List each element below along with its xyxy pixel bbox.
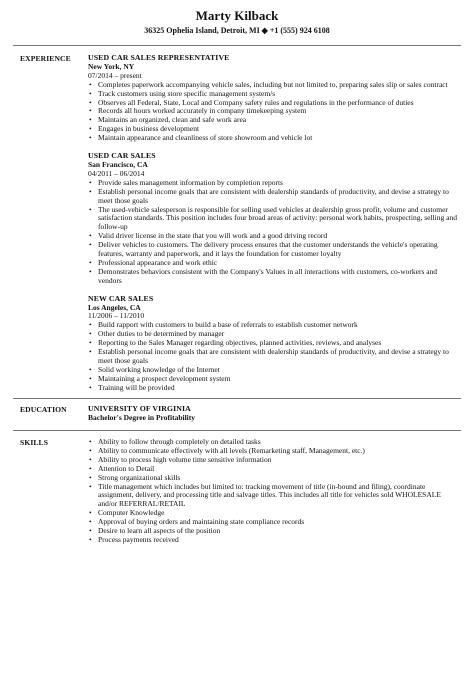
job-title: USED CAR SALES REPRESENTATIVE — [88, 53, 230, 62]
list-item: • Approval of buying orders and maintaining state compliance records — [88, 518, 461, 527]
list-item: • Ability to follow through completely on detailed tasks — [88, 438, 461, 447]
list-item: • Provide sales management information by completion reports — [88, 179, 461, 188]
job-location: San Francisco, CA — [88, 159, 148, 169]
list-item: • Maintains an organized, clean and safe work area — [88, 116, 461, 125]
list-item: • Establish personal income goals that are consistent with dealership standards of productivity, and devise a strategy to meet those goals — [88, 188, 461, 206]
job-location: New York, NY — [88, 61, 135, 71]
list-item: • Attention to Detail — [88, 465, 461, 474]
divider — [13, 430, 461, 431]
divider — [13, 398, 461, 399]
job-entry — [88, 295, 461, 393]
list-item: • Engages in business development — [88, 125, 461, 134]
list-item: • Track customers using store specific management system/s — [88, 90, 461, 99]
list-item: • Reporting to the Sales Manager regarding objectives, planned activities, reviews, and analyses — [88, 339, 461, 348]
divider — [13, 45, 461, 46]
job-dates: 07/2014 – present — [88, 70, 142, 80]
list-item: • Professional appearance and work ethic — [88, 259, 461, 268]
degree: Bachelor's Degree in Profitability — [88, 412, 195, 422]
school-name: UNIVERSITY OF VIRGINIA — [88, 404, 191, 413]
job-dates: 04/2011 – 06/2014 — [88, 168, 145, 178]
list-item: • Maintain appearance and cleanliness of store showroom and vehicle lot — [88, 134, 461, 143]
list-item: • Valid driver license in the state that you will work and a good driving record — [88, 232, 461, 241]
job-location: Los Angeles, CA — [88, 302, 141, 312]
job-entry — [88, 54, 461, 143]
job-bullets — [88, 81, 461, 143]
list-item: • Other duties to be determined by manager — [88, 330, 461, 339]
section-label-skills: SKILLS — [20, 438, 49, 447]
list-item: • Training will be provided — [88, 384, 461, 393]
list-item: • Strong organizational skills — [88, 474, 461, 483]
job-title: NEW CAR SALES — [88, 293, 154, 303]
list-item: • Title management which includes but limited to: tracking movement of title (in-bound and filing), coordinate assignment, delivery, and processing title and salvage titles. This includes all title for vehicles sold WHOLESALE and/or REFERRAL/RETAIL — [88, 483, 461, 510]
list-item: • Establish personal income goals that are consistent with dealership standards of productivity, and devise a strategy to meet those goals — [88, 348, 461, 366]
job-bullets — [88, 321, 461, 392]
skills-list — [88, 438, 461, 545]
experience-body — [88, 54, 461, 402]
list-item: • Records all hours worked accurately in company timekeeping system — [88, 107, 461, 116]
list-item: • Ability to process high volume time sensitive information — [88, 456, 461, 465]
list-item: • Process payments received — [88, 536, 461, 545]
section-label-experience: EXPERIENCE — [20, 54, 71, 63]
list-item: • Solid working knowledge of the Internet — [88, 366, 461, 375]
section-label-education: EDUCATION — [20, 405, 67, 414]
list-item: • Completes paperwork accompanying vehicle sales, including but not limited to, preparing sales slip or sales contract — [88, 81, 461, 90]
list-item: • Observes all Federal, State, Local and Company safety rules and regulations in the performance of duties — [88, 99, 461, 108]
job-entry — [88, 152, 461, 286]
list-item: • Deliver vehicles to customers. The delivery process ensures that the customer understands the vehicle's operating features, warranty and paperwork, and it lays the foundation for customer loyalty — [88, 241, 461, 259]
list-item: • Maintaining a prospect development system — [88, 375, 461, 384]
skills-body — [88, 438, 461, 545]
job-bullets — [88, 179, 461, 286]
job-dates: 11/2006 – 11/2010 — [88, 311, 145, 321]
list-item: • Build rapport with customers to build a base of referrals to establish customer network — [88, 321, 461, 330]
list-item: • Desire to learn all aspects of the position — [88, 527, 461, 536]
list-item: • Ability to communicate effectively with all levels (Remarketing staff, Management, etc.) — [88, 447, 461, 456]
list-item: • The used-vehicle salesperson is responsible for selling used vehicles at dealership gross profit, volume and customer satisfaction standards. This position includes four broad areas of activity: personal work habits, prospecting, selling and follow-up — [88, 206, 461, 233]
candidate-name: Marty Kilback — [195, 8, 279, 23]
job-title: USED CAR SALES — [88, 151, 156, 161]
list-item: • Demonstrates behaviors consistent with the Company's Values in all interactions with customers, co-workers and vendors — [88, 268, 461, 286]
education-body — [88, 405, 461, 423]
list-item: • Computer Knowledge — [88, 509, 461, 518]
contact-line: 36325 Ophelia Island, Detroit, MI ◆ +1 (555) 924 6108 — [144, 26, 330, 35]
